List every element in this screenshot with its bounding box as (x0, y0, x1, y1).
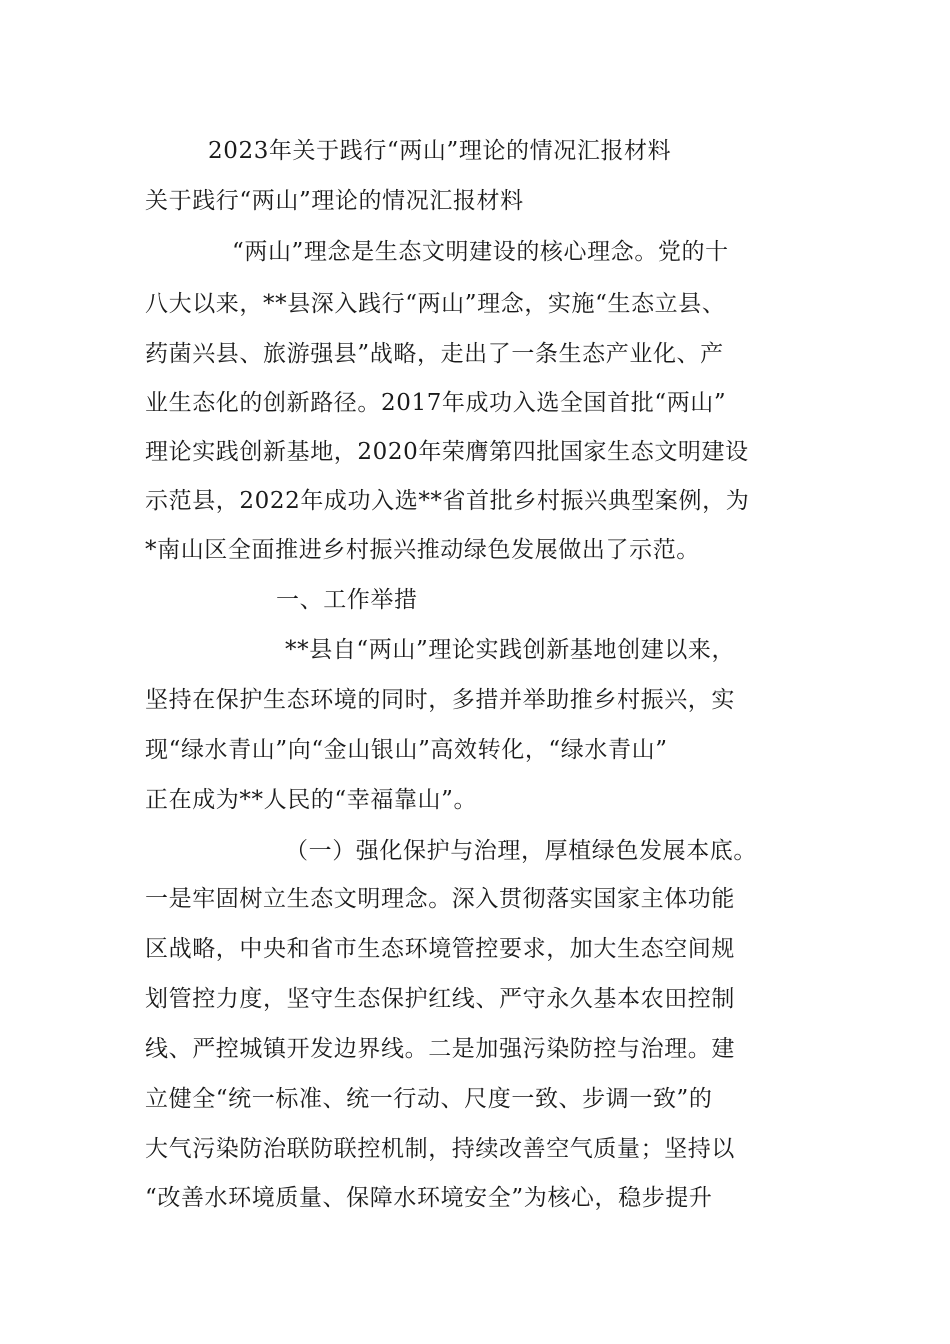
paragraph-line: 一是牢固树立生态文明理念。深入贯彻落实国家主体功能 (145, 886, 735, 912)
paragraph-line: 药菌兴县、旅游强县”战略，走出了一条生态产业化、产 (145, 341, 724, 367)
paragraph-line: 理论实践创新基地，2020年荣膺第四批国家生态文明建设 (145, 439, 749, 465)
paragraph-line: 坚持在保护生态环境的同时，多措并举助推乡村振兴，实 (145, 687, 735, 713)
paragraph-line: “改善水环境质量、保障水环境安全”为核心，稳步提升 (145, 1185, 713, 1211)
paragraph-line: “两山”理念是生态文明建设的核心理念。党的十 (232, 239, 729, 265)
document-title: 2023年关于践行“两山”理论的情况汇报材料 (208, 138, 672, 164)
paragraph-line: *南山区全面推进乡村振兴推动绿色发展做出了示范。 (145, 537, 700, 563)
paragraph-line: 大气污染防治联防联控机制，持续改善空气质量；坚持以 (145, 1136, 735, 1162)
section-heading: 一、工作举措 (276, 587, 418, 613)
paragraph-line: 示范县，2022年成功入选**省首批乡村振兴典型案例，为 (145, 488, 750, 514)
paragraph-line: 区战略，中央和省市生态环境管控要求，加大生态空间规 (145, 936, 735, 962)
paragraph-line: 八大以来，**县深入践行“两山”理念，实施“生态立县、 (145, 291, 726, 317)
paragraph-line: 现“绿水青山”向“金山银山”高效转化，“绿水青山” (145, 737, 668, 763)
paragraph-line: 立健全“统一标准、统一行动、尺度一致、步调一致”的 (145, 1086, 713, 1112)
paragraph-line: 正在成为**人民的“幸福靠山”。 (145, 787, 478, 813)
paragraph-line: **县自“两山”理论实践创新基地创建以来， (285, 637, 736, 663)
document-subtitle: 关于践行“两山”理论的情况汇报材料 (145, 188, 524, 214)
paragraph-line: 业生态化的创新路径。2017年成功入选全国首批“两山” (145, 390, 727, 416)
subsection-heading: （一）强化保护与治理，厚植绿色发展本底。 (285, 838, 757, 864)
paragraph-line: 划管控力度，坚守生态保护红线、严守永久基本农田控制 (145, 986, 735, 1012)
paragraph-line: 线、严控城镇开发边界线。二是加强污染防控与治理。建 (145, 1036, 735, 1062)
